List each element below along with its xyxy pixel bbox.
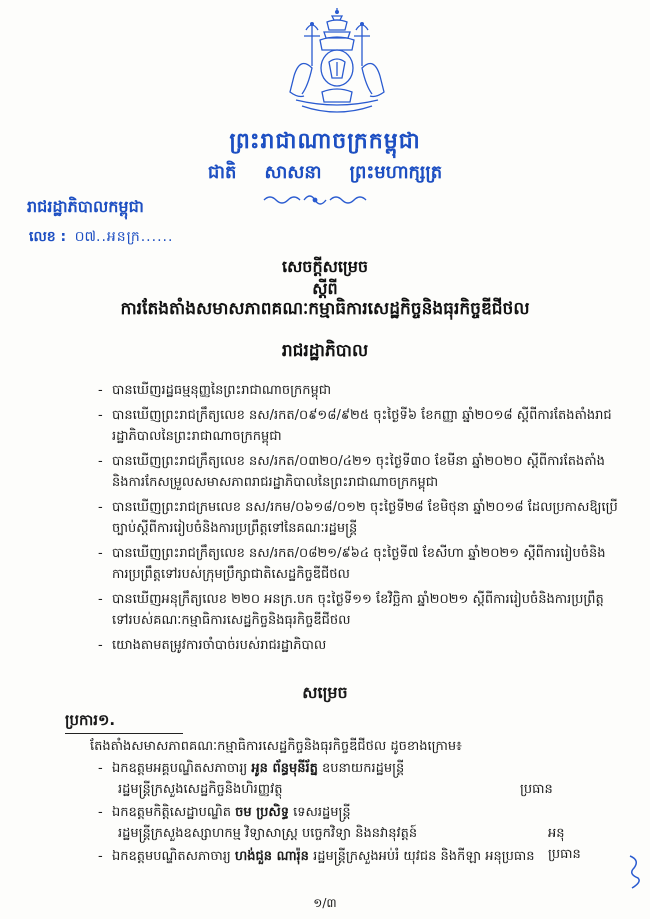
royal-coat-of-arms-emblem [282, 6, 392, 124]
preamble-item: - បានឃើញព្រះរាជក្រមលេខ នស/រកម/០៦១៨/០១២ ចុះថ្ងៃទី២៨ ខែមិថុនា ឆ្នាំ២០១៨ ដែលប្រកាសឱ្យប្រើច្បាប់ស្តីពីការរៀបចំនិងការប្រព្រឹត្តទៅនៃគណៈរដ្ឋមន្ត្រី [98, 497, 618, 539]
kingdom-name: ព្រះរាជាណាចក្រកម្ពុជា [229, 129, 421, 154]
motto-king: ព្រះមហាក្សត្រ [349, 162, 443, 183]
member-ministry: រដ្ឋមន្ត្រីក្រសួងឧស្សាហកម្ម វិទ្យាសាស្ត្រ បច្ចេកវិទ្យា និងនវានុវត្តន៍ [118, 826, 418, 841]
member-title: ទេសរដ្ឋមន្ត្រី [293, 805, 351, 820]
member-entry: - ឯកឧត្តមបណ្ឌិតសភាចារ្យ ហង់ជួន ណារ៉ុន រដ្ឋមន្ត្រីក្រសួងអប់រំ យុវជន និងកីឡា អនុប្រធាន [98, 849, 535, 864]
national-motto [0, 160, 650, 187]
title-about: ស្តីពី [312, 279, 338, 298]
ref-suffix: ..អនក្រ...... [96, 229, 174, 245]
member-prefix: ឯកឧត្តមបណ្ឌិតសភាចារ្យ [112, 849, 231, 864]
preamble-item: - បានឃើញអនុក្រឹត្យលេខ ២២០ អនក្រ.បក ចុះថ្ងៃទី១១ ខែវិច្ឆិកា ឆ្នាំ២០២១ ស្តីពីការរៀបចំនិងការប្រព្រឹត្តទៅរបស់គណៈកម្មាធិការសេដ្ឋកិច្ចនិងធុរកិច្ចឌីជីថល [98, 589, 618, 631]
decorative-ornament-icon [260, 192, 370, 208]
article-underline [65, 733, 183, 734]
authority-heading: រាជរដ្ឋាភិបាល [281, 341, 369, 361]
document-subject: ការតែងតាំងសមាសភាពគណៈកម្មាធិការសេដ្ឋកិច្ចនិងធុរកិច្ចឌីជីថល [120, 299, 530, 319]
page-number: ១/៣ [313, 896, 337, 910]
reference-number [29, 227, 173, 248]
member-ministry: រដ្ឋមន្ត្រីក្រសួងសេដ្ឋកិច្ចនិងហិរញ្ញវត្ថុ [118, 782, 283, 797]
member-role: អនុប្រធាន [548, 826, 581, 862]
decision-heading: សម្រេច [302, 683, 348, 702]
member-prefix: ឯកឧត្តមកិត្តិសេដ្ឋាបណ្ឌិត [112, 805, 232, 820]
member-title: រដ្ឋមន្ត្រីក្រសួងអប់រំ យុវជន និងកីឡា [313, 849, 482, 864]
issuing-authority: រាជរដ្ឋាភិបាលកម្ពុជា [27, 197, 144, 216]
preamble-item: - បានឃើញព្រះរាជក្រឹត្យលេខ នស/រកត/០៩១៨/៩២៥ ចុះថ្ងៃទី៦ ខែកញ្ញា ឆ្នាំ២០១៨ ស្តីពីការតែងតាំងរាជរដ្ឋាភិបាលនៃព្រះរាជាណាចក្រកម្ពុជា [98, 405, 618, 447]
member-entry: - ឯកឧត្តមអគ្គបណ្ឌិតសភាចារ្យ អូន ព័ន្ធមុនីរ័ត្ន ឧបនាយករដ្ឋមន្ត្រី រដ្ឋមន្ត្រីក្រសួងសេដ្ឋកិច្ចនិងហិរញ្ញវត្ថុ ប្រធាន [112, 758, 592, 800]
member-name: ចម ប្រសិទ្ធ [235, 805, 289, 820]
motto-religion: សាសនា [264, 162, 322, 183]
handwritten-initial-mark [626, 852, 644, 892]
article-intro: តែងតាំងសមាសភាពគណៈកម្មាធិការសេដ្ឋកិច្ចនិងធុរកិច្ចឌីជីថល ដូចខាងក្រោម៖ [90, 739, 462, 754]
member-title: ឧបនាយករដ្ឋមន្ត្រី [321, 761, 405, 776]
preamble-item: - បានឃើញរដ្ឋធម្មនុញ្ញនៃព្រះរាជាណាចក្រកម្ពុជា [98, 380, 618, 401]
member-role: ប្រធាន [520, 782, 553, 797]
motto-nation: ជាតិ [207, 162, 237, 183]
document-type-title: សេចក្តីសម្រេច [281, 257, 368, 276]
preamble-list [98, 380, 618, 660]
preamble-item: - បានឃើញព្រះរាជក្រឹត្យលេខ នស/រកត/០៨២១/៩៦៤ ចុះថ្ងៃទី៧ ខែសីហា ឆ្នាំ២០២១ ស្តីពីការរៀបចំនិងការប្រព្រឹត្តទៅរបស់ក្រុមប្រឹក្សាជាតិសេដ្ឋកិច្ចឌីជីថល [98, 543, 618, 585]
member-prefix: ឯកឧត្តមអគ្គបណ្ឌិតសភាចារ្យ [112, 761, 248, 776]
ref-label: លេខ : [29, 229, 67, 245]
member-entry: - ឯកឧត្តមកិត្តិសេដ្ឋាបណ្ឌិត ចម ប្រសិទ្ធ ទេសរដ្ឋមន្ត្រី រដ្ឋមន្ត្រីក្រសួងឧស្សាហកម្ម វិទ្យាសាស្ត្រ បច្ចេកវិទ្យា និងនវានុវត្តន៍ អនុប្រធាន [112, 802, 592, 844]
preamble-item: - យោងតាមតម្រូវការចាំបាច់របស់រាជរដ្ឋាភិបាល [98, 635, 618, 656]
member-name: ហង់ជួន ណារ៉ុន [234, 849, 309, 864]
member-role: អនុប្រធាន [485, 849, 535, 864]
article-1-heading: ប្រការ១. [65, 711, 116, 729]
member-name: អូន ព័ន្ធមុនីរ័ត្ន [251, 761, 318, 776]
preamble-item: - បានឃើញព្រះរាជក្រឹត្យលេខ នស/រកត/០៣២០/៤២១ ចុះថ្ងៃទី៣០ ខែមីនា ឆ្នាំ២០២០ ស្តីពីការតែងតាំងនិងការកែសម្រួលសមាសភាពរាជរដ្ឋាភិបាលនៃព្រះរាជាណាចក្រកម្ពុជា [98, 451, 618, 493]
ref-number-value: ០៧ [74, 229, 96, 245]
